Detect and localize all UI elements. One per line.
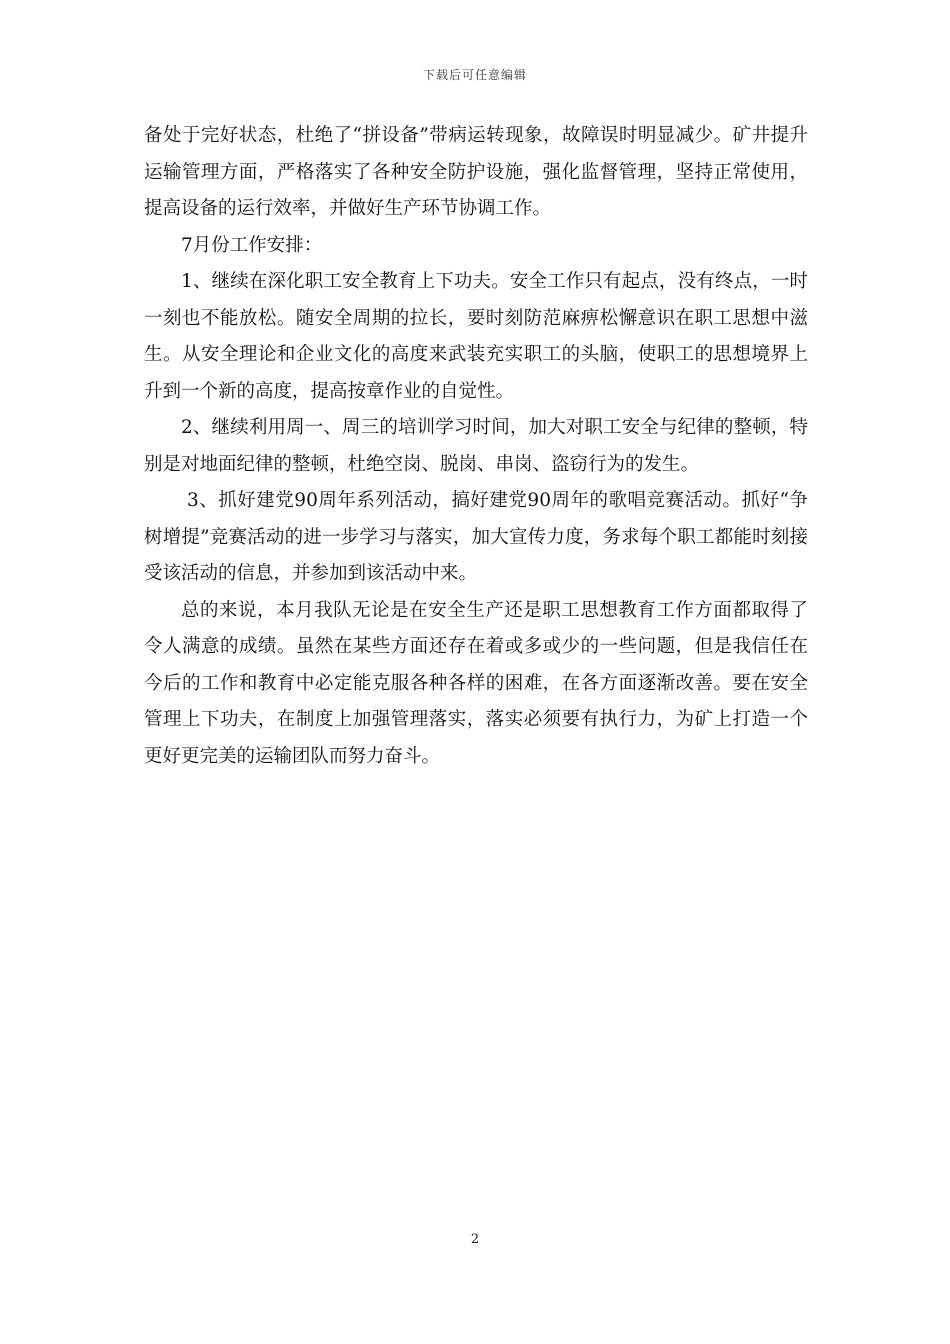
paragraph-item-3: 3、抓好建党90周年系列活动，搞好建党90周年的歌唱竞赛活动。抓好“争树增提”竞赛活动的进一步学习与落实，加大宣传力度，务求每个职工都能时刻接受该活动的信息，并参加到该活动中来。 [144,490,808,584]
page-number: 2 [470,1232,480,1247]
paragraph-item-2: 2、继续利用周一、周三的培训学习时间，加大对职工安全与纪律的整顿，特别是对地面纪律的整顿，杜绝空岗、脱岗、串岗、盗窃行为的发生。 [144,417,808,475]
document-body [144,118,808,775]
paragraph-plan-heading: 7月份工作安排： [181,234,323,256]
paragraph-continuation: 备处于完好状态，杜绝了“拼设备”带病运转现象，故障误时明显减少。矿井提升运输管理方面，严格落实了各种安全防护设施，强化监督管理，坚持正常使用，提高设备的运行效率，并做好生产环节协调工作。 [144,125,808,219]
paragraph-summary: 总的来说，本月我队无论是在安全生产还是职工思想教育工作方面都取得了令人满意的成绩。虽然在某些方面还存在着或多或少的一些问题，但是我信任在今后的工作和教育中必定能克服各种各样的困难，在各方面逐渐改善。要在安全管理上下功夫，在制度上加强管理落实，落实必须要有执行力，为矿上打造一个更好更完美的运输团队而努力奋斗。 [144,599,808,767]
page-header: 下载后可任意编辑 [422,68,527,82]
paragraph-item-1: 1、继续在深化职工安全教育上下功夫。安全工作只有起点，没有终点，一时一刻也不能放松。随安全周期的拉长，要时刻防范麻痹松懈意识在职工思想中滋生。从安全理论和企业文化的高度来武装充实职工的头脑，使职工的思想境界上升到一个新的高度，提高按章作业的自觉性。 [144,271,808,402]
